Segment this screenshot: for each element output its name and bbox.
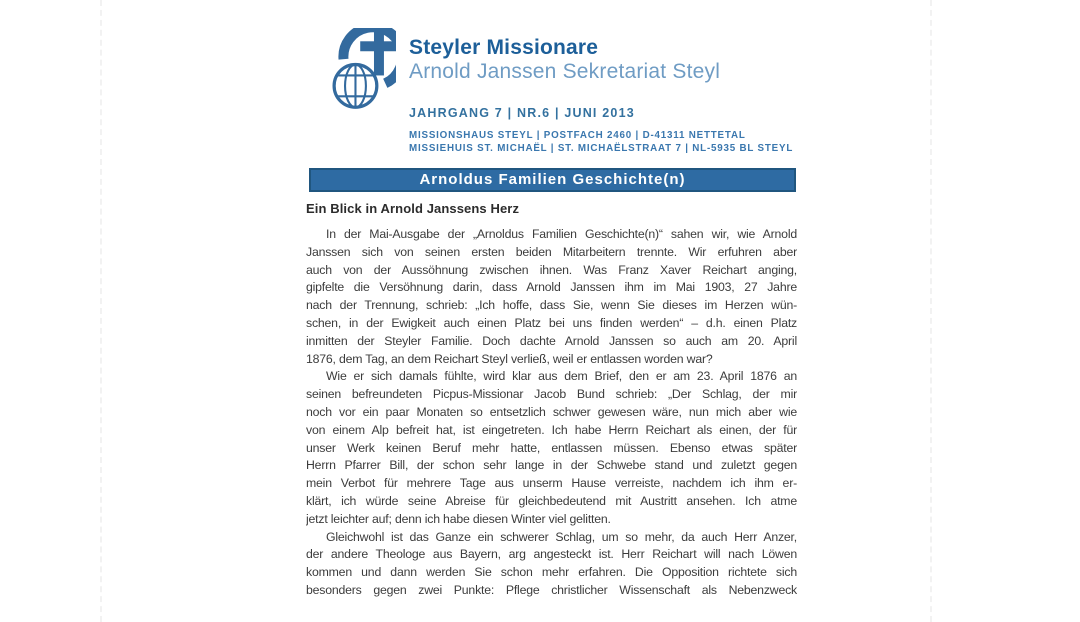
issue-line: JAHRGANG 7 | NR.6 | JUNI 2013	[409, 106, 635, 120]
text-line: unser Werk keinen Beruf mehr hatte, entlassen müssen. Ebenso etwas später	[306, 440, 797, 455]
brand-subtitle: Arnold Janssen Sekretariat Steyl	[409, 60, 721, 83]
address-line-1: MISSIONSHAUS STEYL | POSTFACH 2460 | D-41311 NETTETAL	[409, 130, 746, 141]
article-body	[306, 226, 797, 600]
text-line: inmitten der Steyler Familie. Doch dachte Arnold Janssen so auch am 20. April	[306, 333, 797, 348]
text-line: mein Verbot für mehrere Tage aus unserm Hause verreiste, nachdem ich ihm er-	[306, 476, 797, 491]
text-line: von einem Alp befreit hat, ist eingetreten. Ich habe Herrn Reichart als einen, der für	[306, 422, 797, 437]
address-line-2: MISSIEHUIS ST. MICHAËL | ST. MICHAËLSTRAAT 7 | NL-5935 BL STEYL	[409, 143, 794, 154]
steyler-globe-cross-logo-icon	[314, 28, 396, 121]
text-line: besonders gegen zwei Punkte: Pflege christlicher Wissenschaft als Nebenzweck	[306, 582, 797, 597]
globe-icon	[334, 65, 377, 108]
text-line: gipfelte die Versöhnung darin, dass Arnold Janssen ihm im Mai 1903, 27 Jahre	[306, 280, 797, 295]
text-line: auch von der Aussöhnung zwischen ihnen. Was Franz Xaver Reichart anging,	[306, 262, 797, 277]
text-line: noch vor ein paar Monaten so entsetzlich schwer gewesen wäre, nun mich aber wie	[306, 404, 797, 419]
text-line: kommen und dann werden Sie schon mehr erfahren. Die Opposition richtete sich	[306, 565, 797, 580]
text-line: klärt, ich würde seine Abreise für gleichbedeutend mit Austritt ansehen. Ich atme	[306, 493, 797, 508]
text-line: Wie er sich damals fühlte, wird klar aus dem Brief, den er am 23. April 1876 an	[326, 369, 797, 384]
page-edge-right	[930, 0, 932, 622]
text-line: Herrn Pfarrer Bill, der schon sehr lange in der Schwebe stand und zuletzt gegen	[306, 458, 797, 473]
text-line: Janssen sich von seinen ersten beiden Mitarbeitern trennte. Wir erfuhren aber	[306, 244, 797, 259]
text-line: jetzt leichter auf; denn ich habe diesen Winter viel gelitten.	[306, 511, 611, 526]
article-heading: Ein Blick in Arnold Janssens Herz	[306, 201, 520, 216]
text-line: In der Mai-Ausgabe der „Arnoldus Familien Geschichte(n)“ sahen wir, wie Arnold	[326, 227, 797, 241]
text-line: seinen befreundeten Picpus-Missionar Jacob Bund schrieb: „Der Schlag, der mir	[306, 387, 797, 402]
brand-title: Steyler Missionare	[409, 36, 599, 59]
section-banner: Arnoldus Familien Geschichte(n)	[309, 168, 796, 192]
text-line: 1876, dem Tag, an dem Reichart Steyl verließ, weil er entlassen worden war?	[306, 351, 713, 366]
text-line: Gleichwohl ist das Ganze ein schwerer Schlag, um so mehr, da auch Herr Anzer,	[326, 529, 797, 544]
text-line: der andere Theologe aus Bayern, arg angesteckt ist. Herr Reichart will nach Löwen	[306, 547, 797, 562]
text-line: nach der Trennung, schrieb: „Ich hoffe, dass Sie, wenn Sie dieses im Herzen wün-	[306, 298, 797, 313]
text-line: schen, in der Ewigkeit auch einen Platz bei uns finden werden“ – d.h. einen Platz	[306, 315, 797, 330]
page-edge-left	[100, 0, 102, 622]
